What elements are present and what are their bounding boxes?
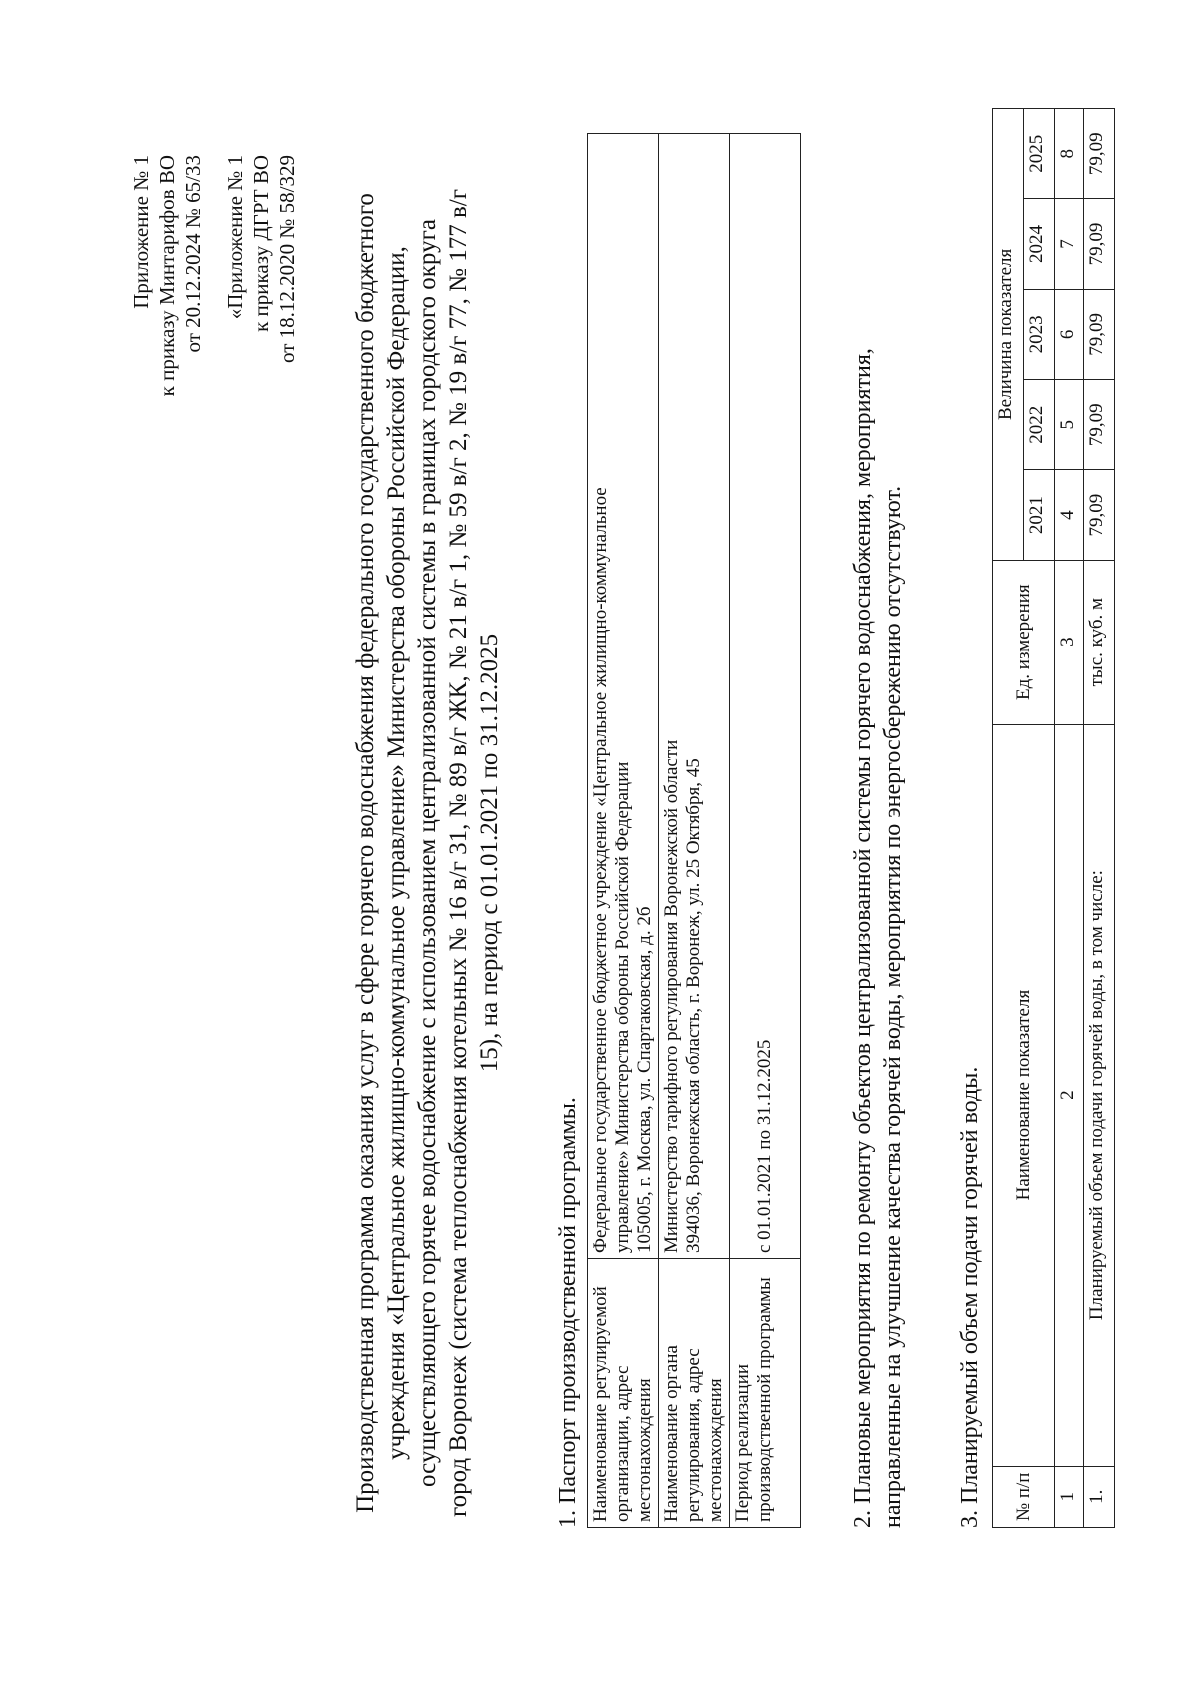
index-cell: 1 <box>1055 1466 1084 1527</box>
row-num: 1. <box>1084 1466 1115 1527</box>
stamp-line: Приложение № 1 <box>129 155 153 309</box>
passport-key: Наименование органа регулирования, адрес местонахождения <box>659 1259 730 1528</box>
section-2-text <box>848 88 908 1528</box>
approval-stamp-previous <box>222 155 300 755</box>
passport-table <box>587 133 801 1528</box>
value-line: Федеральное государственное бюджетное учреждение «Центральное жилищно-коммунальное <box>590 487 611 1253</box>
table-index-row <box>1055 109 1084 1528</box>
row-value: 79,09 <box>1084 470 1115 560</box>
title-line: 15), на период с 01.01.2021 по 31.12.2025 <box>476 633 503 1073</box>
section-2-line: 2. Плановые мероприятия по ремонту объектов централизованной системы горячего водоснабжения, мероприятия, <box>850 348 876 1528</box>
table-header-row <box>993 109 1024 1528</box>
passport-key: Период реализации производственной программы <box>730 1259 801 1528</box>
row-value: 79,09 <box>1084 199 1115 289</box>
title-line: осуществляющего горячее водоснабжение с использованием централизованной системы в границах городского округа <box>414 219 441 1487</box>
header-unit: Ед. измерения <box>993 560 1055 724</box>
table-row <box>659 134 730 1528</box>
value-line: управление» Министерства обороны Российской Федерации <box>612 761 633 1253</box>
index-cell: 5 <box>1055 380 1084 470</box>
row-value: 79,09 <box>1084 109 1115 199</box>
header-year: 2025 <box>1024 109 1055 199</box>
stamp-line: к приказу Минтарифов ВО <box>155 155 179 397</box>
header-num: № п/п <box>993 1466 1055 1527</box>
row-unit: тыс. куб. м <box>1084 560 1115 724</box>
table-row <box>1084 109 1115 1528</box>
row-value: 79,09 <box>1084 380 1115 470</box>
table-row <box>588 134 659 1528</box>
index-cell: 2 <box>1055 724 1084 1466</box>
section-3-heading: 3. Планируемый объем подачи горячей воды. <box>957 1066 983 1528</box>
title-line: учреждения «Центральное жилищно-коммунальное управление» Министерства обороны Российской Федерации, <box>383 246 410 1460</box>
table-row <box>730 134 801 1528</box>
header-name: Наименование показателя <box>993 724 1055 1466</box>
stamp-line: от 20.12.2024 № 65/33 <box>181 155 205 353</box>
document-title <box>350 153 505 1553</box>
title-line: Производственная программа оказания услуг в сфере горячего водоснабжения федерального государственного бюджетного <box>352 193 379 1513</box>
stamp-line: от 18.12.2020 № 58/329 <box>275 155 299 364</box>
passport-value <box>730 134 801 1259</box>
volume-table <box>992 108 1115 1528</box>
value-line: с 01.01.2021 по 31.12.2025 <box>754 1039 775 1253</box>
value-line: 394036, Воронежская область, г. Воронеж, ул. 25 Октября, 45 <box>683 758 704 1253</box>
header-year: 2022 <box>1024 380 1055 470</box>
passport-key: Наименование регулируемой организации, адрес местонахождения <box>588 1259 659 1528</box>
index-cell: 8 <box>1055 109 1084 199</box>
stamp-line: «Приложение № 1 <box>223 155 247 320</box>
section-1-heading: 1. Паспорт производственной программы. <box>555 1097 581 1528</box>
stamp-line: к приказу ДГРТ ВО <box>249 155 273 332</box>
section-2-line: направленные на улучшение качества горячей воды, мероприятия по энергосбережению отсутствуют. <box>880 485 906 1528</box>
index-cell: 7 <box>1055 199 1084 289</box>
row-name: Планируемый объем подачи горячей воды, в том числе: <box>1084 724 1115 1466</box>
header-year: 2021 <box>1024 470 1055 560</box>
value-line: Министерство тарифного регулирования Воронежской области <box>661 739 682 1253</box>
approval-stamp-current <box>128 155 206 755</box>
index-cell: 6 <box>1055 289 1084 379</box>
title-line: город Воронеж (система теплоснабжения котельных № 16 в/г 31, № 89 в/г ЖК, № 21 в/г 1, № 59 в/г 2, № 19 в/г 77, № 177 в/г <box>445 189 472 1518</box>
header-year: 2023 <box>1024 289 1055 379</box>
header-values-group: Величина показателя <box>993 109 1024 561</box>
header-year: 2024 <box>1024 199 1055 289</box>
row-value: 79,09 <box>1084 289 1115 379</box>
passport-value <box>659 134 730 1259</box>
index-cell: 4 <box>1055 470 1084 560</box>
value-line: 105005, г. Москва, ул. Спартаковская, д. 2б <box>634 906 655 1253</box>
index-cell: 3 <box>1055 560 1084 724</box>
passport-value <box>588 134 659 1259</box>
